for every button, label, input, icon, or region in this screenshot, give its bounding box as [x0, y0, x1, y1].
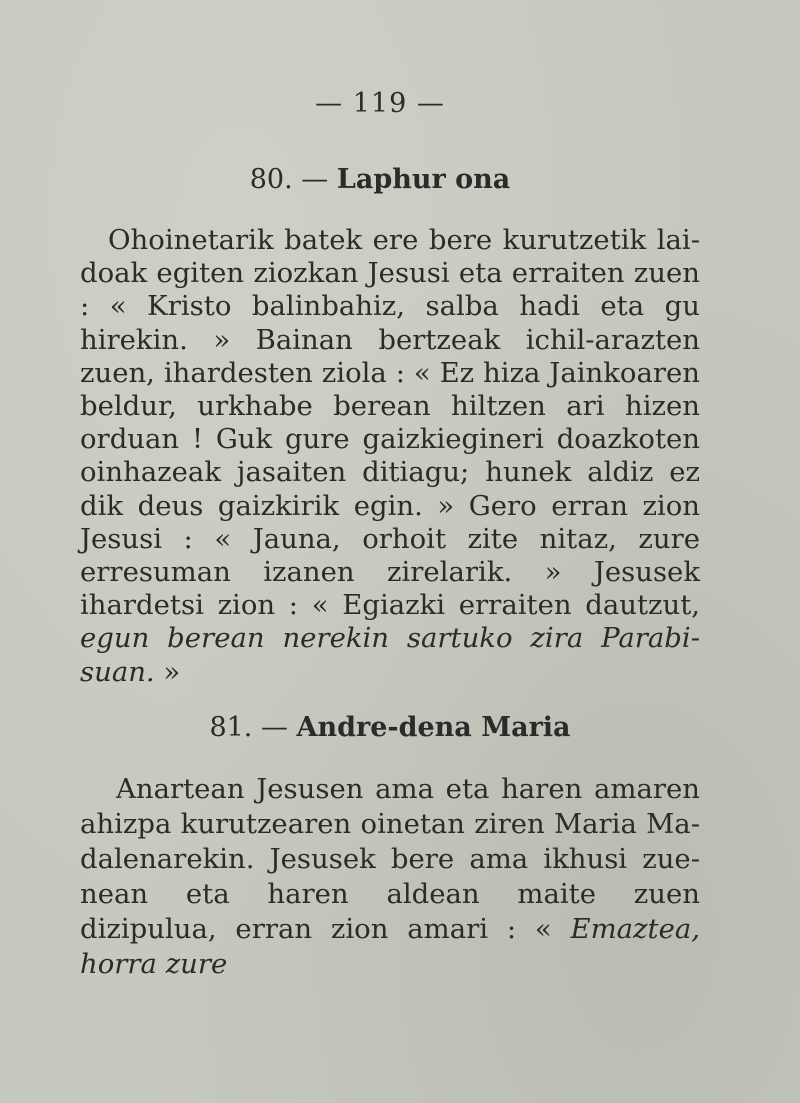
section-number: 81. — [209, 712, 297, 743]
section-heading-80 [0, 164, 760, 195]
paragraph-text: Anartean Jesusen ama eta haren amaren ahizpa kurutzearen oinetan ziren Maria Madalenarekin. Jesusek bere ama ikhusi zuenean eta haren aldean maite zuen dizipulua, erran zion amari : « [80, 773, 700, 945]
section-number: 80. — [249, 164, 337, 195]
paragraph-text: Ohoinetarik batek ere bere kurutzetik laidoak egiten ziozkan Jesusi eta erraiten zuen : « Kristo balinbahiz, salba hadi eta gu hirekin. » Bainan bertzeak ichil-arazten zuen, ihardesten ziola : « Ez hiza Jainkoaren beldur, urkhabe berean hiltzen ari hizen orduan ! Guk gure gaizkiegineri doazkoten oinhazeak jasaiten ditiagu; hunek aldiz ez dik deus gaizkirik egin. » Gero erran zion Jesusi : « Jauna, orhoit zite nitaz, zure erresuman izanen zirelarik. » Jesusek ihardetsi zion : « Egiazki erraiten dautzut, [80, 224, 700, 622]
paragraph-closing-quote: » [154, 655, 181, 688]
section-80-paragraph [80, 224, 700, 689]
section-81-paragraph [80, 772, 700, 982]
paragraph-italic-text: Emaztea, horra zure [80, 913, 700, 980]
paragraph-italic-text: egun berean nerekin sartuko zira Parabisuan. [80, 622, 700, 688]
section-title: Andre-dena Maria [296, 712, 571, 743]
page-number: — 119 — [315, 88, 445, 119]
section-title: Laphur ona [336, 164, 511, 195]
section-heading-81 [10, 712, 770, 743]
